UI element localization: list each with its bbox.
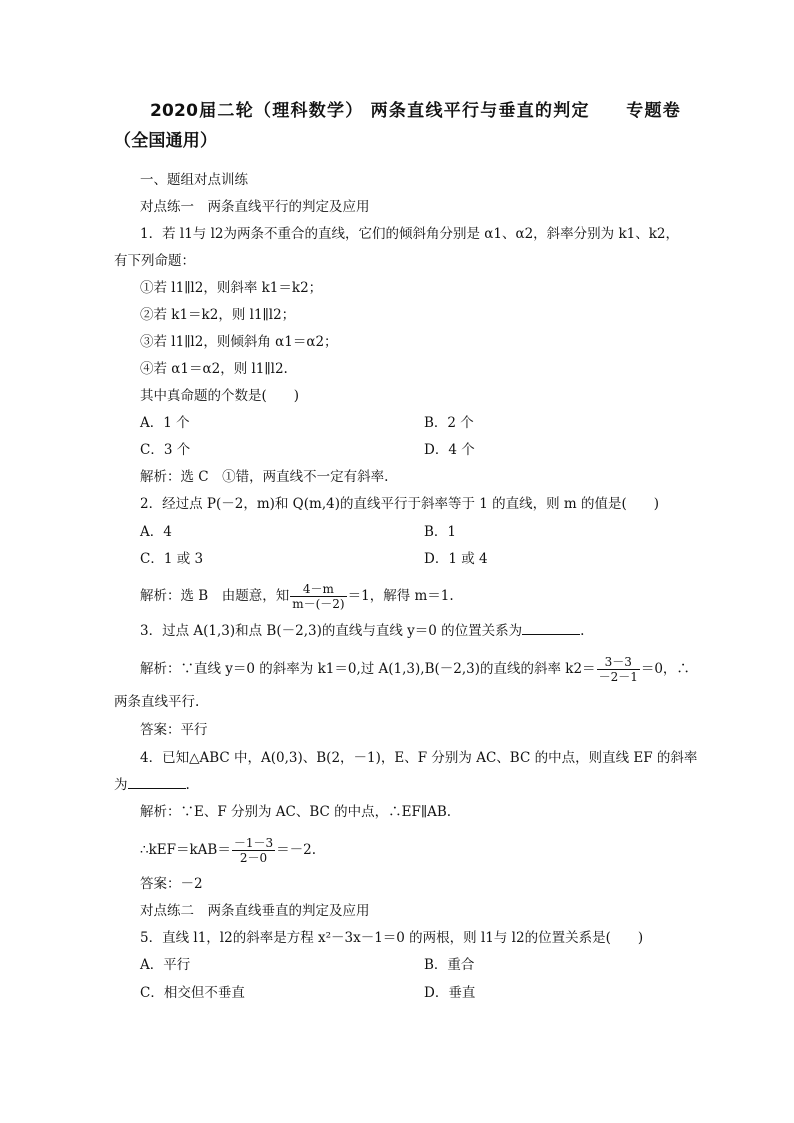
drill-heading-2: 对点练二 两条直线垂直的判定及应用 xyxy=(140,903,370,919)
q4-analysis-pre: ∴kEF＝kAB＝ xyxy=(140,842,231,858)
q2-option-d: D．1 或 4 xyxy=(424,551,488,567)
drill-heading-1: 对点练一 两条直线平行的判定及应用 xyxy=(140,199,370,215)
q5-stem: 5．直线 l1，l2的斜率是方程 x²－3x－1＝0 的两根，则 l1与 l2的位置关系是( ) xyxy=(140,930,644,946)
q2-analysis-post: ＝1，解得 m＝1. xyxy=(347,588,454,604)
q5-option-d: D．垂直 xyxy=(424,985,476,1001)
q1-analysis: 解析：选 C ①错，两直线不一定有斜率. xyxy=(140,469,389,485)
q4-answer: 答案：－2 xyxy=(140,876,203,892)
q1-option-a: A．1 个 xyxy=(140,415,190,431)
q1-question: 其中真命题的个数是( ) xyxy=(140,388,300,404)
q3-answer-blank[interactable] xyxy=(522,622,580,635)
q5-option-c: C．相交但不垂直 xyxy=(140,985,245,1001)
q3-stem-text: 3．过点 A(1,3)和点 B(－2,3)的直线与直线 y＝0 的位置关系为 xyxy=(140,623,523,639)
q3-analysis-pre: 解析：∵直线 y＝0 的斜率为 k1＝0,过 A(1,3),B(－2,3)的直线的斜率 k2＝ xyxy=(140,661,596,677)
q4-stem-line1: 4．已知△ABC 中，A(0,3)、B(2，－1)，E、F 分别为 AC、BC 的中点，则直线 EF 的斜率 xyxy=(140,750,698,766)
q3-fraction-numerator: 3－3 xyxy=(604,655,632,669)
q3-fraction-denominator: －2－1 xyxy=(598,670,638,684)
q1-option-d: D．4 个 xyxy=(424,442,475,458)
q2-option-a: A．4 xyxy=(140,524,172,540)
q4-analysis-post: ＝－2. xyxy=(276,842,317,858)
q1-proposition-2: ②若 k1＝k2，则 l1∥l2； xyxy=(140,307,296,323)
q1-proposition-1: ①若 l1∥l2，则斜率 k1＝k2； xyxy=(140,280,323,296)
q3-analysis-post: ＝0，∴ xyxy=(640,661,690,677)
q2-fraction-denominator: m－(－2) xyxy=(292,597,345,611)
q1-proposition-4: ④若 α1＝α2，则 l1∥l2. xyxy=(140,361,288,377)
q4-fraction-denominator: 2－0 xyxy=(232,850,275,865)
q4-stem-line2: 为 . xyxy=(114,777,190,793)
q5-option-a: A．平行 xyxy=(140,957,191,973)
q2-analysis-pre: 解析：选 B 由题意，知 xyxy=(140,588,290,604)
section-heading: 一、题组对点训练 xyxy=(140,172,248,188)
q3-answer: 答案：平行 xyxy=(140,722,208,738)
q1-stem-line2: 有下列命题： xyxy=(114,253,195,269)
q3-analysis xyxy=(140,655,712,684)
q2-option-b: B．1 xyxy=(424,524,457,540)
page-title: 2020届二轮（理科数学） 两条直线平行与垂直的判定 专题卷（全国通用） xyxy=(114,101,680,151)
q4-fraction-numerator: －1－3 xyxy=(233,836,274,850)
q2-option-c: C．1 或 3 xyxy=(140,551,204,567)
q4-fraction xyxy=(232,836,275,865)
q2-stem: 2．经过点 P(－2，m)和 Q(m,4)的直线平行于斜率等于 1 的直线，则 m 的值是( ) xyxy=(140,496,660,512)
q1-stem-line1 xyxy=(140,224,712,244)
q1-proposition-3: ③若 l1∥l2，则倾斜角 α1＝α2； xyxy=(140,334,338,350)
q2-fraction-numerator: 4－m xyxy=(302,582,334,596)
q4-stem-text: 为 xyxy=(114,777,128,793)
q3-fraction xyxy=(597,655,640,684)
q4-analysis-line2 xyxy=(140,836,712,865)
q1-option-b: B．2 个 xyxy=(424,415,474,431)
q4-analysis-line1: 解析：∵E、F 分别为 AC、BC 的中点，∴EF∥AB. xyxy=(140,804,452,820)
q5-option-b: B．重合 xyxy=(424,957,475,973)
q3-analysis-line2: 两条直线平行. xyxy=(114,694,200,710)
q3-stem: 3．过点 A(1,3)和点 B(－2,3)的直线与直线 y＝0 的位置关系为 . xyxy=(140,623,585,639)
q1-option-c: C．3 个 xyxy=(140,442,191,458)
q2-analysis xyxy=(140,582,712,611)
q2-fraction xyxy=(290,582,346,611)
q1-stem-text: 1．若 l1与 l2为两条不重合的直线，它们的倾斜角分别是 α1、α2，斜率分别为 k1、k2， xyxy=(140,226,680,242)
q4-answer-blank[interactable] xyxy=(128,776,186,789)
